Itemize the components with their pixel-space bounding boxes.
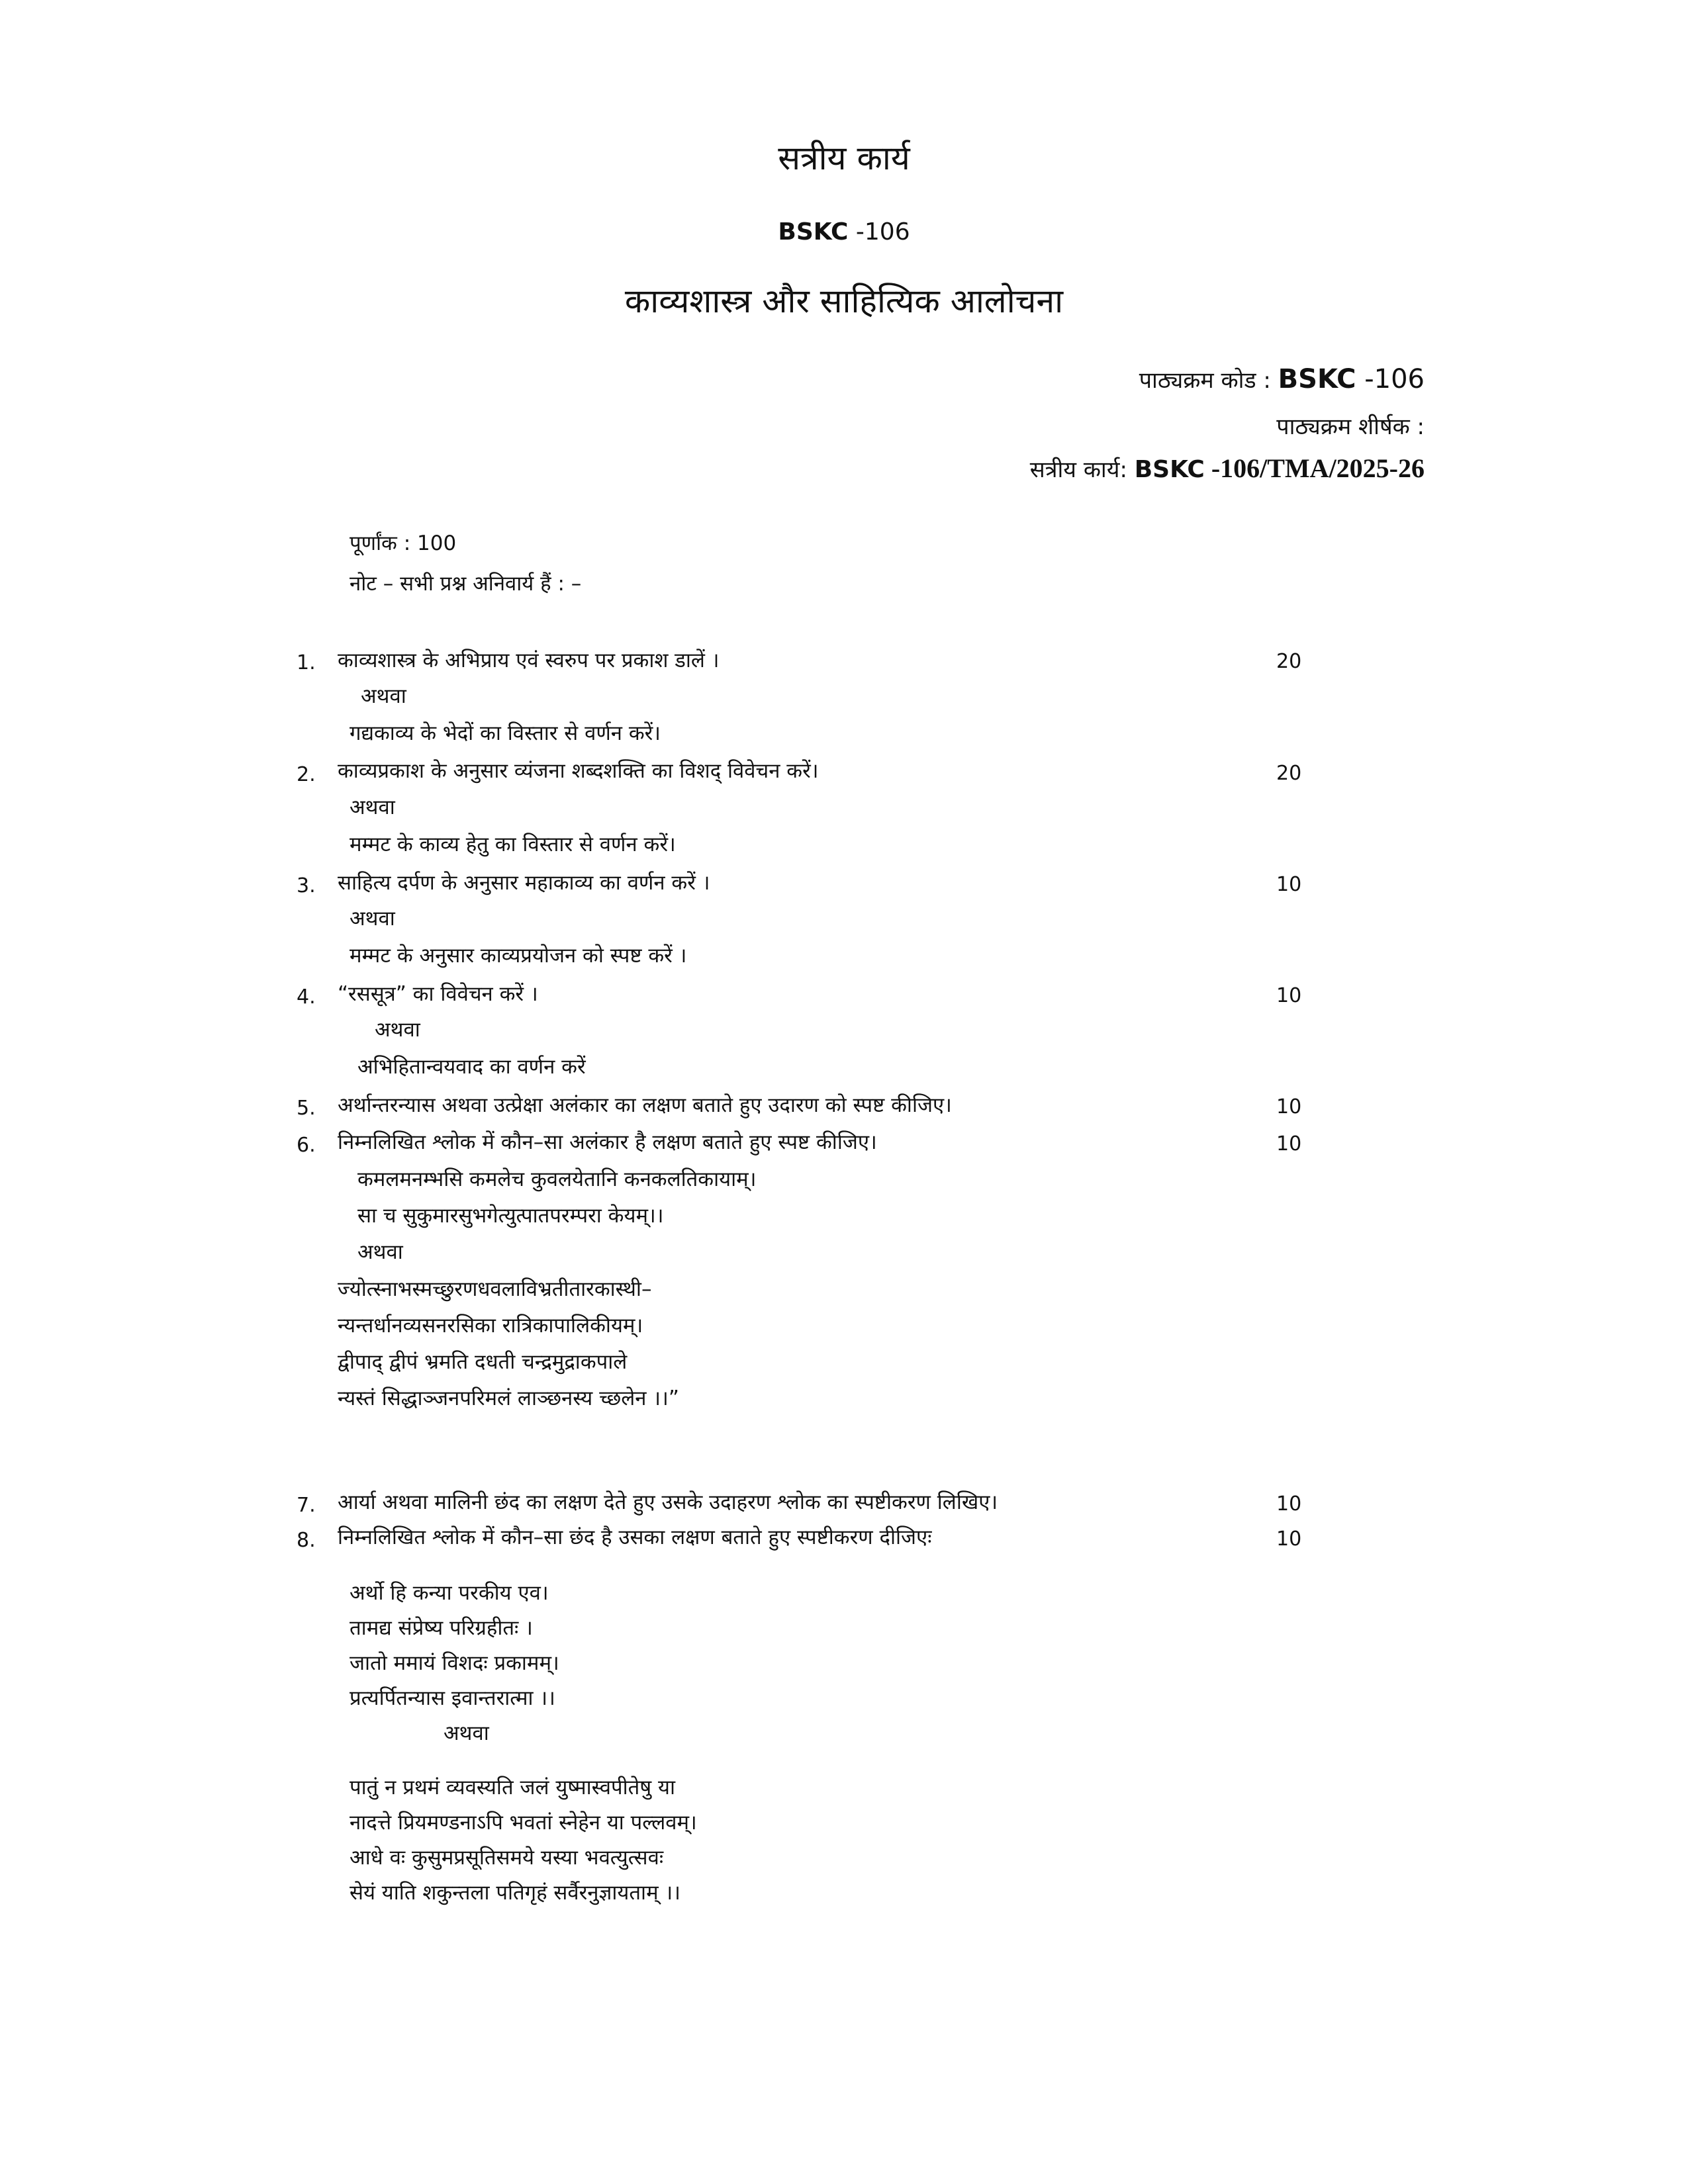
question-text: काव्यशास्त्र के अभिप्राय एवं स्वरुप पर प्रकाश डालें । [338, 649, 720, 672]
or-label: अथवा [375, 1018, 420, 1042]
question-marks: 10 [1276, 1095, 1302, 1118]
question-text: आर्या अथवा मालिनी छंद का लक्षण देते हुए उसके उदाहरण श्लोक का स्पष्टीकरण लिखिए। [338, 1490, 998, 1514]
or-label: अथवा [350, 796, 395, 819]
page-title: सत्रीय कार्य [778, 139, 910, 177]
course-title-line: पाठ्यक्रम शीर्षक : [1276, 414, 1425, 440]
question-marks: 10 [1276, 1527, 1302, 1551]
question-text: काव्यप्रकाश के अनुसार व्यंजना शब्दशक्ति का विशद् विवेचन करें। [338, 759, 819, 783]
question-marks: 10 [1276, 1492, 1302, 1516]
or-label: अथवा [357, 1240, 403, 1264]
question-text: निम्नलिखित श्लोक में कौन–सा छंद है उसका लक्षण बताते हुए स्पष्टीकरण दीजिएः [338, 1525, 932, 1549]
question-number: 6. [297, 1134, 316, 1157]
alternative-question-text: गद्यकाव्य के भेदों का विस्तार से वर्णन करें। [350, 721, 661, 745]
question-number: 3. [297, 874, 316, 897]
verse-line: न्यन्तर्धानव्यसनरसिका रात्रिकापालिकीयम्। [338, 1314, 643, 1338]
question-number: 7. [297, 1494, 316, 1517]
question-marks: 10 [1276, 984, 1302, 1007]
verse-line: प्रत्यर्पितन्यास इवान्तरात्मा ।। [350, 1686, 555, 1710]
verse-line: पातुं न प्रथमं व्यवस्यति जलं युष्मास्वपीतेषु या [350, 1776, 676, 1799]
question-number: 2. [297, 763, 316, 786]
verse-line: ज्योत्स्नाभस्मच्छुरणधवलाविभ्रतीतारकास्थी– [338, 1277, 652, 1301]
verse-line: जातो ममायं विशदः प्रकामम्। [350, 1651, 559, 1675]
alternative-question-text: मम्मट के काव्य हेतु का विस्तार से वर्णन करें। [350, 833, 676, 856]
verse-line: न्यस्तं सिद्धाञ्जनपरिमलं लाञ्छनस्य च्छलेन ।।” [338, 1387, 679, 1410]
verse-line: सेयं याति शकुन्तला पतिगृहं सर्वैरनुज्ञायताम् ।। [350, 1881, 680, 1905]
question-text: अर्थान्तरन्यास अथवा उत्प्रेक्षा अलंकार का लक्षण बताते हुए उदारण को स्पष्ट कीजिए। [338, 1093, 952, 1117]
verse-line: कमलमनम्भसि कमलेच कुवलयेतानि कनकलतिकायाम्। [357, 1167, 757, 1191]
question-number: 8. [297, 1529, 316, 1552]
course-subject-heading: काव्यशास्त्र और साहित्यिक आलोचना [624, 282, 1064, 320]
question-text: “रससूत्र” का विवेचन करें । [338, 982, 538, 1006]
or-label: अथवा [350, 907, 395, 931]
verse-line: आधे वः कुसुमप्रसूतिसमये यस्या भवत्युत्सवः [350, 1846, 664, 1870]
alternative-question-text: मम्मट के अनुसार काव्यप्रयोजन को स्पष्ट करें । [350, 944, 687, 968]
course-code-heading: BSKC -106 [778, 218, 910, 246]
assignment-code-line: सत्रीय कार्य: BSKC -106/TMA/2025-26 [1029, 453, 1425, 483]
verse-line: अर्थो हि कन्या परकीय एव। [350, 1581, 549, 1605]
question-text: साहित्य दर्पण के अनुसार महाकाव्य का वर्णन करें । [338, 871, 710, 895]
question-number: 4. [297, 985, 316, 1009]
question-marks: 20 [1276, 650, 1302, 673]
question-marks: 20 [1276, 762, 1302, 785]
question-marks: 10 [1276, 873, 1302, 896]
question-marks: 10 [1276, 1132, 1302, 1156]
verse-line: तामद्य संप्रेष्य परिग्रहीतः । [350, 1616, 533, 1640]
instruction-note: नोट – सभी प्रश्न अनिवार्य हैं : – [350, 572, 582, 596]
alternative-question-text: अभिहितान्वयवाद का वर्णन करें [357, 1055, 586, 1079]
course-code-line: पाठ्यक्रम कोड : BSKC -106 [1139, 364, 1425, 394]
question-number: 5. [297, 1097, 316, 1120]
or-label: अथवा [444, 1721, 489, 1745]
or-label: अथवा [361, 684, 406, 708]
verse-line: द्वीपाद् द्वीपं भ्रमति दधती चन्द्रमुद्राकपाले [338, 1350, 628, 1374]
total-marks: पूर्णांक : 100 [350, 531, 457, 555]
verse-line: नादत्ते प्रियमण्डनाऽपि भवतां स्नेहेन या पल्लवम्। [350, 1811, 697, 1835]
question-number: 1. [297, 651, 316, 674]
verse-line: सा च सुकुमारसुभगेत्युत्पातपरम्परा केयम्।। [357, 1204, 664, 1228]
question-text: निम्नलिखित श्लोक में कौन–सा अलंकार है लक्षण बताते हुए स्पष्ट कीजिए। [338, 1130, 877, 1154]
